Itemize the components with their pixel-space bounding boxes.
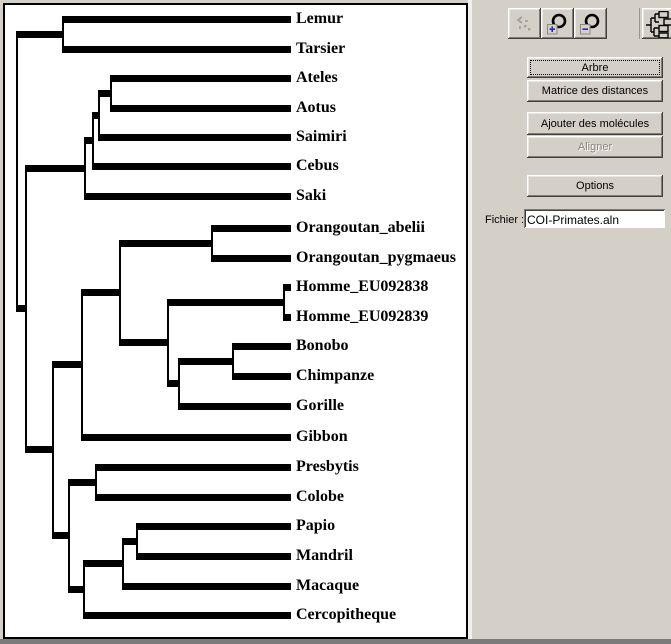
taxon-label: Orangoutan_pygmaeus xyxy=(296,249,457,266)
taxon-label: Lemur xyxy=(296,10,344,27)
tree-internal-branch xyxy=(52,361,83,368)
tree-vertical-connector xyxy=(16,31,18,312)
tree-internal-branch xyxy=(25,446,54,453)
taxon-label: Cebus xyxy=(296,157,339,174)
taxon-label: Gorille xyxy=(296,397,344,414)
arbre-button-label: Arbre xyxy=(581,61,609,74)
taxon-label: Saimiri xyxy=(296,128,347,145)
zoom-out-button[interactable] xyxy=(574,8,607,39)
tree-leaf-branch xyxy=(232,343,291,350)
taxon-label: Gibbon xyxy=(296,428,348,445)
phylogenetic-tree-canvas[interactable] xyxy=(5,5,466,637)
tree-leaf-branch xyxy=(232,373,291,380)
tree-internal-branch xyxy=(178,358,234,365)
tree-leaf-branch xyxy=(136,553,291,560)
tree-leaf-branch xyxy=(122,583,291,590)
taxon-label: Colobe xyxy=(296,488,344,505)
tree-leaf-branch xyxy=(211,225,291,232)
taxon-label: Mandril xyxy=(296,547,353,564)
ajouter-molecules-button[interactable] xyxy=(527,112,663,135)
tree-leaf-branch xyxy=(98,134,291,141)
taxon-label: Aotus xyxy=(296,99,337,116)
tree-internal-branch xyxy=(84,137,94,144)
tree-internal-branch xyxy=(68,586,85,593)
taxon-label: Homme_EU092839 xyxy=(296,308,429,325)
tree-leaf-branch xyxy=(211,255,291,262)
tree-leaf-branch xyxy=(83,612,291,619)
options-button[interactable] xyxy=(527,175,663,197)
ajouter-button-label: Ajouter des molécules xyxy=(540,117,650,130)
zoom-in-icon xyxy=(544,12,571,38)
taxon-label: Orangoutan_abelii xyxy=(296,219,425,236)
tree-leaf-branch xyxy=(95,494,291,501)
tree-internal-branch xyxy=(25,165,86,172)
tree-leaf-branch xyxy=(178,403,291,410)
tree-internal-branch xyxy=(16,305,27,312)
taxon-label: Presbytis xyxy=(296,458,359,475)
arbre-button[interactable] xyxy=(527,57,663,78)
zoom-out-icon xyxy=(577,12,604,38)
matrice-button-label: Matrice des distances xyxy=(541,85,649,97)
tree-leaf-branch xyxy=(84,193,291,200)
taxon-label: Homme_EU092838 xyxy=(296,278,429,295)
tree-internal-branch xyxy=(98,90,112,97)
tree-leaf-branch xyxy=(136,523,291,530)
taxon-label: Ateles xyxy=(296,69,338,86)
taxon-label: Chimpanze xyxy=(296,367,375,384)
tree-internal-branch xyxy=(16,31,64,38)
tree-internal-branch xyxy=(81,289,121,296)
tree-leaf-branch xyxy=(81,434,291,441)
tree-internal-branch xyxy=(122,538,138,545)
tree-leaf-branch xyxy=(62,46,291,53)
taxon-label: Macaque xyxy=(296,577,360,594)
taxon-label: Bonobo xyxy=(296,337,349,354)
window-bottom-edge xyxy=(0,639,671,644)
tree-internal-branch xyxy=(83,560,124,567)
taxon-label: Cercopitheque xyxy=(296,606,397,623)
tree-internal-branch xyxy=(68,479,97,486)
tree-internal-branch xyxy=(92,112,100,119)
options-button-label: Options xyxy=(576,180,614,192)
zoom-in-button[interactable] xyxy=(541,8,574,39)
tree-internal-branch xyxy=(119,339,169,346)
fichier-input[interactable] xyxy=(524,209,665,228)
tree-leaf-branch xyxy=(110,105,291,112)
tree-leaf-branch xyxy=(62,16,291,23)
taxon-label: Tarsier xyxy=(296,40,346,57)
aligner-button-label: Aligner xyxy=(577,141,613,153)
tree-internal-branch xyxy=(52,532,70,539)
aligner-button xyxy=(527,136,663,158)
tree-diagram-icon xyxy=(645,11,671,38)
move-arrows-icon xyxy=(512,12,538,38)
taxon-label: Papio xyxy=(296,517,336,534)
tree-leaf-branch xyxy=(92,163,291,170)
toolbar-spacer xyxy=(607,8,640,39)
tree-internal-branch xyxy=(167,299,285,306)
tree-view-button[interactable] xyxy=(642,8,671,39)
tree-internal-branch xyxy=(167,380,180,387)
tree-leaf-branch xyxy=(283,284,291,291)
tree-internal-branch xyxy=(119,240,213,247)
tree-leaf-branch xyxy=(95,464,291,471)
tree-leaf-branch xyxy=(110,75,291,82)
tree-leaf-branch xyxy=(283,314,291,321)
tree-viewport xyxy=(3,3,468,639)
side-panel xyxy=(472,0,671,639)
matrice-des-distances-button[interactable] xyxy=(527,80,663,102)
fichier-label: Fichier : xyxy=(485,214,525,226)
pan-tool-button[interactable] xyxy=(508,8,541,39)
taxon-label: Saki xyxy=(296,187,327,204)
